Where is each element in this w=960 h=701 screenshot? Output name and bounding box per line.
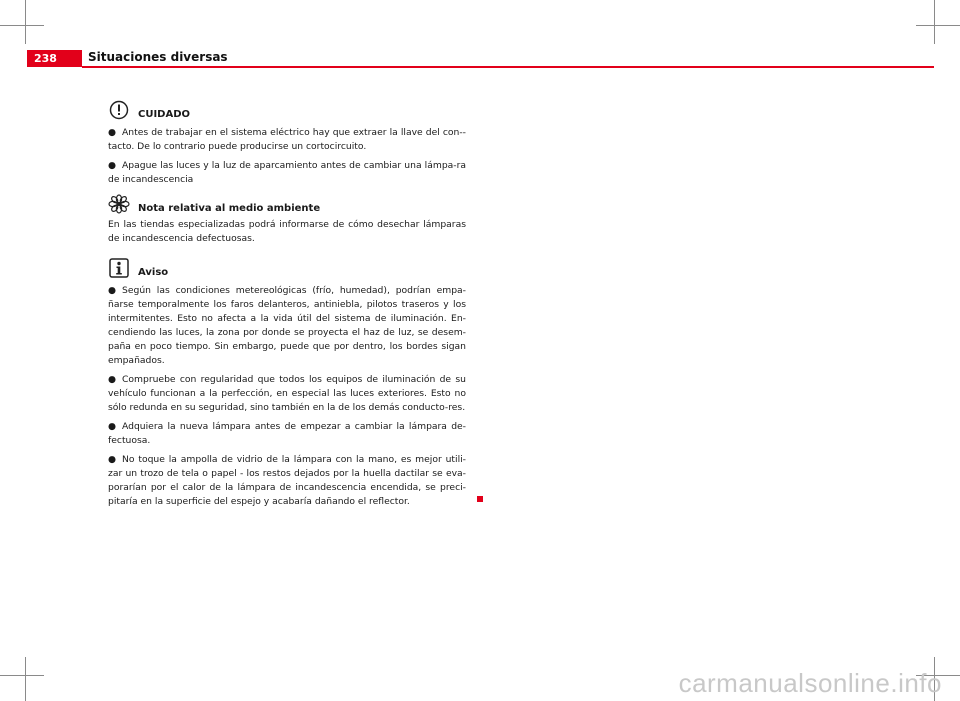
bullet-glyph: ● — [108, 421, 117, 432]
bullet-glyph: ● — [108, 127, 117, 138]
section-title: Situaciones diversas — [88, 50, 228, 64]
notice-item-text: No toque la ampolla de vidrio de la lámpara con la mano, es mejor utili-zar un trozo de tela o papel - los restos dejados por la huella dactilar se eva-porarían por el calor de la lámpara de incandescencia encendida, se preci-pitaría en la superficie del espejo y acabaría dañando el reflector. — [108, 454, 466, 507]
notice-section — [108, 258, 466, 514]
list-item — [108, 420, 466, 448]
list-item — [108, 284, 466, 368]
notice-item-text: Según las condiciones metereológicas (frío, humedad), podrían empa-ñarse temporalmente los faros delanteros, antiniebla, pilotos traseros y los intermitentes. Esto no afecta a la vida útil del sistema de iluminación. En-cendiendo las luces, la zona por donde se proyecta el haz de luz, se desem-paña en poco tiempo. Sin embargo, puede que por dentro, los bordes sigan empañados. — [108, 285, 466, 366]
notice-heading — [108, 258, 466, 280]
list-item — [108, 453, 466, 509]
environment-title: Nota relativa al medio ambiente — [138, 203, 321, 214]
info-icon — [108, 258, 130, 283]
environment-section — [108, 194, 466, 251]
watermark: carmanualsonline.info — [678, 668, 942, 698]
caution-section — [108, 100, 466, 192]
environment-text: En las tiendas especializadas podrá informarse de cómo desechar lámparas de incandescencia defectuosas. — [108, 219, 466, 244]
list-item — [108, 126, 466, 154]
environment-heading — [108, 194, 466, 216]
crop-mark — [0, 675, 44, 676]
section-end-marker — [477, 496, 483, 502]
caution-item-text: Apague las luces y la luz de aparcamiento antes de cambiar una lámpa-ra de incandescencia — [108, 160, 466, 185]
bullet-glyph: ● — [108, 160, 117, 171]
crop-mark — [916, 25, 960, 26]
page-number: 238 — [34, 52, 57, 65]
crop-mark — [25, 0, 26, 44]
header-rule — [82, 66, 934, 68]
bullet-glyph: ● — [108, 285, 117, 296]
notice-title: Aviso — [138, 267, 169, 278]
crop-mark — [934, 0, 935, 44]
bullet-glyph: ● — [108, 454, 117, 465]
environment-flower-icon — [108, 194, 130, 219]
caution-icon — [108, 100, 130, 125]
caution-title: CUIDADO — [138, 109, 191, 120]
bullet-glyph: ● — [108, 374, 117, 385]
caution-item-text: Antes de trabajar en el sistema eléctrico hay que extraer la llave del con-tacto. De lo contrario puede producirse un cortocircuito. — [108, 127, 466, 152]
notice-item-text: Adquiera la nueva lámpara antes de empezar a cambiar la lámpara de-fectuosa. — [108, 421, 466, 446]
notice-item-text: Compruebe con regularidad que todos los equipos de iluminación de su vehículo funcionan a la perfección, en especial las luces exteriores. Esto no sólo redunda en su seguridad, sino también en la de los demás conducto-res. — [108, 374, 466, 413]
crop-mark — [25, 657, 26, 701]
crop-mark — [0, 25, 44, 26]
caution-heading — [108, 100, 466, 122]
list-item — [108, 159, 466, 187]
list-item — [108, 373, 466, 415]
